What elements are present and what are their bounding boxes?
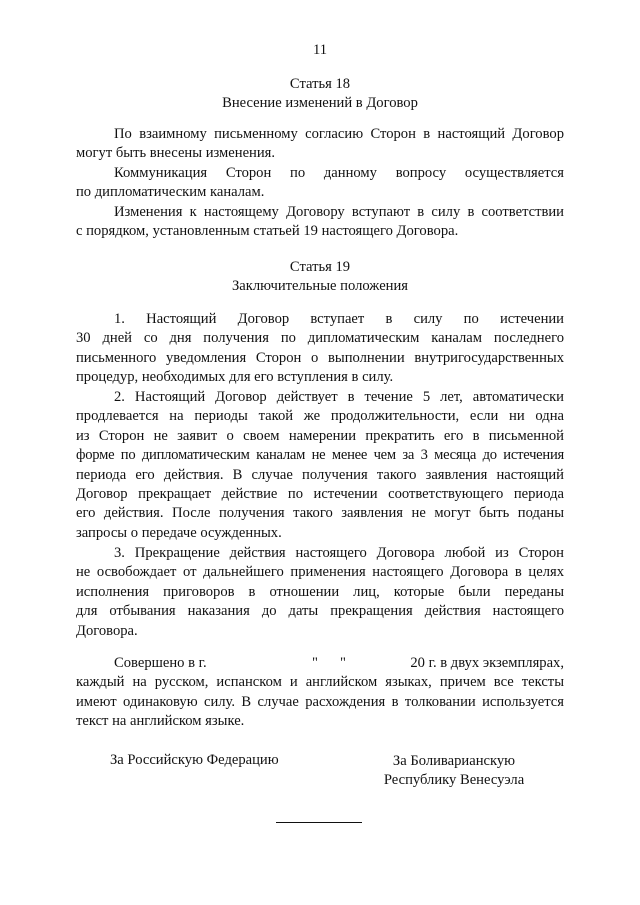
page-number: 11: [312, 42, 328, 58]
text-line: периода его действия. В случае получения такого заявления настоящий: [76, 466, 564, 483]
text-line: Изменения к настоящему Договору вступают в силу в соответствии: [114, 204, 564, 220]
text-line: текст на английском языке.: [76, 713, 245, 730]
article-19-title: Статья 19: [289, 259, 351, 275]
signature-venezuela-line-2: Республику Венесуэла: [383, 772, 525, 788]
text-line: [76, 654, 564, 673]
article-19-paragraph-1: [76, 310, 564, 388]
signature-venezuela-line-1: За Боливарианскую: [392, 753, 516, 769]
article-18-title: Статья 18: [289, 76, 351, 92]
signature-venezuela: [374, 752, 534, 790]
article-18-paragraph-1: [76, 125, 564, 164]
signature-russia: За Российскую Федерацию: [110, 752, 279, 768]
text-line: Договора.: [76, 622, 138, 639]
text-line: исполнения приговоров в отношении лиц, которые были переданы: [76, 583, 564, 600]
text-line: не освобождает от дальнейшего применения настоящего Договора в целях: [76, 564, 564, 581]
text-line: Коммуникация Сторон по данному вопросу осуществляется: [114, 165, 564, 181]
text-line: с порядком, установленным статьей 19 настоящего Договора.: [76, 223, 459, 240]
place-text: Совершено в г.: [114, 655, 207, 671]
text-line: 30 дней со дня получения по дипломатическим каналам последнего: [76, 330, 564, 347]
text-line: 3. Прекращение действия настоящего Договора любой из Сторон: [114, 545, 564, 561]
year-text: 20 г. в двух экземплярах,: [410, 655, 564, 671]
text-line: могут быть внесены изменения.: [76, 145, 276, 162]
article-19-paragraph-3: [76, 544, 564, 641]
article-19-subtitle: Заключительные положения: [231, 278, 409, 294]
end-divider: [276, 822, 362, 823]
closing-paragraph: [76, 654, 564, 732]
text-line: из Сторон не заявит о своем намерении прекратить его в письменной: [76, 427, 564, 444]
text-line: запросы о передаче осужденных.: [76, 524, 282, 541]
article-18-paragraph-2: [76, 164, 564, 203]
text-line: 2. Настоящий Договор действует в течение 5 лет, автоматически: [114, 389, 564, 405]
text-line: его действия. После получения такого заявления не могут быть поданы: [76, 505, 564, 522]
text-line: для отбывания наказания до даты прекращения действия настоящего: [76, 603, 564, 620]
article-19-paragraph-2: [76, 388, 564, 543]
article-18-subtitle: Внесение изменений в Договор: [222, 95, 418, 111]
text-line: письменного уведомления Сторон о выполнении внутригосударственных: [76, 349, 564, 366]
text-line: продлевается на периоды такой же продолжительности, если ни одна: [76, 408, 564, 425]
article-18-paragraph-3: [76, 203, 564, 242]
text-line: 1. Настоящий Договор вступает в силу по истечении: [114, 311, 564, 327]
text-line: По взаимному письменному согласию Сторон в настоящий Договор: [114, 126, 564, 142]
quote-open: ": [312, 655, 318, 671]
text-line: по дипломатическим каналам.: [76, 184, 265, 201]
text-line: процедур, необходимых для его вступления в силу.: [76, 369, 394, 386]
text-line: форме по дипломатическим каналам не менее чем за 3 месяца до истечения: [76, 447, 564, 464]
text-line: Договор прекращает действие по истечении соответствующего периода: [76, 486, 564, 503]
text-line: имеют одинаковую силу. В случае расхождения в толковании используется: [76, 693, 564, 710]
quote-close: ": [340, 655, 346, 671]
text-line: каждый на русском, испанском и английском языках, причем все тексты: [76, 674, 564, 691]
